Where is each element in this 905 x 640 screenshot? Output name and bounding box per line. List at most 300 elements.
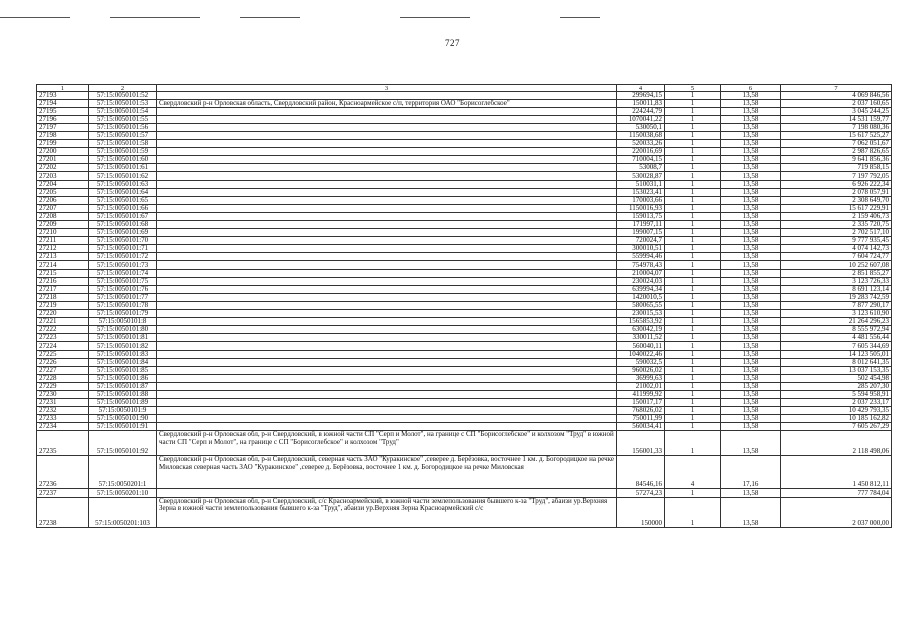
table-row (37, 497, 892, 527)
row-number: 27216 (37, 277, 89, 285)
table-row (37, 123, 892, 131)
rate-cell: 13,58 (721, 269, 781, 277)
count-cell: 1 (665, 107, 721, 115)
address-cell (157, 277, 617, 285)
area-cell: 1070041,22 (617, 115, 665, 123)
address-cell (157, 382, 617, 390)
count-cell: 1 (665, 212, 721, 220)
rate-cell: 13,58 (721, 358, 781, 366)
row-number: 27213 (37, 253, 89, 261)
value-cell: 2 037 233,17 (781, 399, 892, 407)
row-number: 27210 (37, 229, 89, 237)
table-row (37, 407, 892, 415)
table-row (37, 115, 892, 123)
rate-cell: 13,58 (721, 188, 781, 196)
area-cell: 559994,46 (617, 253, 665, 261)
count-cell: 1 (665, 221, 721, 229)
column-header: 1 (37, 85, 89, 92)
value-cell: 8 691 123,14 (781, 285, 892, 293)
table-row (37, 91, 892, 99)
address-cell (157, 310, 617, 318)
area-cell: 84546,16 (617, 456, 665, 489)
address-cell: Свердловский р-н Орловская область, Свердловский район, Красноармейское с/п, территория ОАО "Борисоглебское" (157, 99, 617, 107)
table-row (37, 326, 892, 334)
cadastral-number: 57:15:0050101:76 (89, 285, 157, 293)
cadastral-number: 57:15:0050101:54 (89, 107, 157, 115)
value-cell: 5 594 958,91 (781, 390, 892, 398)
row-number: 27236 (37, 456, 89, 489)
rate-cell: 13,58 (721, 196, 781, 204)
rate-cell: 13,58 (721, 310, 781, 318)
value-cell: 15 617 525,27 (781, 131, 892, 139)
count-cell: 1 (665, 318, 721, 326)
address-cell (157, 285, 617, 293)
rate-cell: 13,58 (721, 164, 781, 172)
rate-cell: 13,58 (721, 115, 781, 123)
value-cell: 7 062 051,67 (781, 140, 892, 148)
area-cell: 560034,41 (617, 423, 665, 431)
area-cell: 150011,83 (617, 99, 665, 107)
rate-cell: 13,58 (721, 382, 781, 390)
cadastral-number: 57:15:0050101:81 (89, 334, 157, 342)
cadastral-number: 57:15:0050101:70 (89, 237, 157, 245)
address-cell (157, 399, 617, 407)
count-cell: 1 (665, 237, 721, 245)
row-number: 27228 (37, 374, 89, 382)
count-cell: 1 (665, 366, 721, 374)
row-number: 27208 (37, 212, 89, 220)
row-number: 27203 (37, 172, 89, 180)
column-header: 3 (157, 85, 617, 92)
address-cell (157, 115, 617, 123)
cadastral-number: 57:15:0050101:71 (89, 245, 157, 253)
row-number: 27199 (37, 140, 89, 148)
value-cell: 14 531 159,77 (781, 115, 892, 123)
row-number: 27223 (37, 334, 89, 342)
cadastral-number: 57:15:0050101:85 (89, 366, 157, 374)
count-cell: 1 (665, 489, 721, 497)
count-cell: 1 (665, 123, 721, 131)
table-row (37, 261, 892, 269)
table-row (37, 366, 892, 374)
count-cell: 1 (665, 358, 721, 366)
address-cell (157, 301, 617, 309)
cadastral-number: 57:15:0050101:90 (89, 415, 157, 423)
value-cell: 2 335 720,75 (781, 221, 892, 229)
table-row (37, 489, 892, 497)
value-cell: 2 308 649,70 (781, 196, 892, 204)
row-number: 27217 (37, 285, 89, 293)
table-row (37, 334, 892, 342)
table-row (37, 164, 892, 172)
column-header: 5 (665, 85, 721, 92)
value-cell: 7 605 267,29 (781, 423, 892, 431)
area-cell: 520033,26 (617, 140, 665, 148)
row-number: 27221 (37, 318, 89, 326)
rate-cell: 13,58 (721, 350, 781, 358)
address-cell (157, 188, 617, 196)
value-cell: 14 123 505,01 (781, 350, 892, 358)
count-cell: 1 (665, 172, 721, 180)
address-cell (157, 229, 617, 237)
value-cell: 2 037 000,00 (781, 497, 892, 527)
area-cell: 710004,15 (617, 156, 665, 164)
area-cell: 150000 (617, 497, 665, 527)
count-cell: 1 (665, 140, 721, 148)
count-cell: 1 (665, 326, 721, 334)
address-cell (157, 107, 617, 115)
row-number: 27234 (37, 423, 89, 431)
row-number: 27230 (37, 390, 89, 398)
table-row (37, 269, 892, 277)
value-cell: 4 069 846,56 (781, 91, 892, 99)
area-cell: 510031,1 (617, 180, 665, 188)
table-row (37, 342, 892, 350)
address-cell (157, 148, 617, 156)
cadastral-number: 57:15:0050101:62 (89, 172, 157, 180)
address-cell (157, 196, 617, 204)
area-cell: 411999,92 (617, 390, 665, 398)
cadastral-number: 57:15:0050101:69 (89, 229, 157, 237)
value-cell: 3 045 244,25 (781, 107, 892, 115)
row-number: 27219 (37, 301, 89, 309)
cadastral-number: 57:15:0050101:83 (89, 350, 157, 358)
value-cell: 10 252 607,08 (781, 261, 892, 269)
row-number: 27200 (37, 148, 89, 156)
table-row (37, 221, 892, 229)
value-cell: 9 641 856,36 (781, 156, 892, 164)
area-cell: 300010,51 (617, 245, 665, 253)
address-cell (157, 318, 617, 326)
rate-cell: 13,58 (721, 107, 781, 115)
area-cell: 754978,43 (617, 261, 665, 269)
address-cell (157, 293, 617, 301)
rate-cell: 13,58 (721, 131, 781, 139)
count-cell: 1 (665, 390, 721, 398)
rate-cell: 13,58 (721, 237, 781, 245)
scan-artifact-line (0, 17, 70, 18)
rate-cell: 13,58 (721, 148, 781, 156)
area-cell: 230015,53 (617, 310, 665, 318)
cadastral-number: 57:15:0050101:82 (89, 342, 157, 350)
rate-cell: 13,58 (721, 212, 781, 220)
area-cell: 36999,63 (617, 374, 665, 382)
cadastral-table (36, 84, 892, 528)
column-header: 4 (617, 85, 665, 92)
count-cell: 1 (665, 115, 721, 123)
address-cell (157, 140, 617, 148)
area-cell: 1565853,92 (617, 318, 665, 326)
rate-cell: 13,58 (721, 180, 781, 188)
address-cell (157, 131, 617, 139)
table-row (37, 285, 892, 293)
table-row (37, 229, 892, 237)
value-cell: 502 454,98 (781, 374, 892, 382)
count-cell: 1 (665, 301, 721, 309)
area-cell: 230024,03 (617, 277, 665, 285)
rate-cell: 13,58 (721, 140, 781, 148)
address-cell (157, 221, 617, 229)
cadastral-number: 57:15:0050101:9 (89, 407, 157, 415)
cadastral-number: 57:15:0050101:56 (89, 123, 157, 131)
table-row (37, 277, 892, 285)
area-cell: 150017,17 (617, 399, 665, 407)
value-cell: 4 074 142,73 (781, 245, 892, 253)
count-cell: 1 (665, 342, 721, 350)
table-row (37, 318, 892, 326)
rate-cell: 17,16 (721, 456, 781, 489)
column-header: 2 (89, 85, 157, 92)
value-cell: 7 877 290,17 (781, 301, 892, 309)
count-cell: 1 (665, 188, 721, 196)
scan-artifact-line (400, 17, 470, 18)
cadastral-number: 57:15:0050101:77 (89, 293, 157, 301)
table-row (37, 390, 892, 398)
address-cell (157, 342, 617, 350)
count-cell: 1 (665, 164, 721, 172)
address-cell (157, 212, 617, 220)
address-cell (157, 91, 617, 99)
count-cell: 1 (665, 131, 721, 139)
table-row (37, 237, 892, 245)
area-cell: 57274,23 (617, 489, 665, 497)
count-cell: 1 (665, 277, 721, 285)
cadastral-number: 57:15:0050101:92 (89, 431, 157, 456)
row-number: 27206 (37, 196, 89, 204)
count-cell: 1 (665, 310, 721, 318)
row-number: 27201 (37, 156, 89, 164)
row-number: 27224 (37, 342, 89, 350)
rate-cell: 13,58 (721, 204, 781, 212)
table-row (37, 131, 892, 139)
rate-cell: 13,58 (721, 318, 781, 326)
scan-artifact-line (560, 17, 600, 18)
area-cell: 580065,55 (617, 301, 665, 309)
area-cell: 156001,33 (617, 431, 665, 456)
value-cell: 2 037 160,65 (781, 99, 892, 107)
table-row (37, 156, 892, 164)
rate-cell: 13,58 (721, 326, 781, 334)
area-cell: 768026,02 (617, 407, 665, 415)
address-cell (157, 245, 617, 253)
value-cell: 8 555 972,94 (781, 326, 892, 334)
row-number: 27193 (37, 91, 89, 99)
area-cell: 639994,34 (617, 285, 665, 293)
count-cell: 1 (665, 374, 721, 382)
rate-cell: 13,58 (721, 285, 781, 293)
address-cell (157, 123, 617, 131)
table-row (37, 212, 892, 220)
table-row (37, 350, 892, 358)
row-number: 27229 (37, 382, 89, 390)
value-cell: 19 283 742,59 (781, 293, 892, 301)
value-cell: 7 197 792,05 (781, 172, 892, 180)
value-cell: 3 123 610,90 (781, 310, 892, 318)
table-row (37, 415, 892, 423)
cadastral-number: 57:15:0050101:60 (89, 156, 157, 164)
count-cell: 1 (665, 156, 721, 164)
row-number: 27194 (37, 99, 89, 107)
rate-cell: 13,58 (721, 407, 781, 415)
cadastral-number: 57:15:0050101:67 (89, 212, 157, 220)
count-cell: 1 (665, 293, 721, 301)
rate-cell: 13,58 (721, 497, 781, 527)
area-cell: 630042,19 (617, 326, 665, 334)
area-cell: 170003,66 (617, 196, 665, 204)
row-number: 27207 (37, 204, 89, 212)
row-number: 27202 (37, 164, 89, 172)
count-cell: 1 (665, 399, 721, 407)
address-cell (157, 350, 617, 358)
area-cell: 530050,1 (617, 123, 665, 131)
area-cell: 199007,15 (617, 229, 665, 237)
address-cell (157, 180, 617, 188)
cadastral-number: 57:15:0050201:10 (89, 489, 157, 497)
rate-cell: 13,58 (721, 245, 781, 253)
rate-cell: 13,58 (721, 342, 781, 350)
count-cell: 1 (665, 253, 721, 261)
cadastral-number: 57:15:0050101:68 (89, 221, 157, 229)
address-cell: Свердловский р-н Орловская обл, р-н Свердловский, северная часть ЗАО "Куракинское" ,северее д. Берёзовка, восточнее 1 км. д. Богородицкое на речке Миловская северная часть ЗАО "Куракинское" ,северее д. Берёзовка, восточнее 1 км. д. Богородицкое на речке Миловская (157, 456, 617, 489)
cadastral-number: 57:15:0050101:66 (89, 204, 157, 212)
table-row (37, 180, 892, 188)
rate-cell: 13,58 (721, 221, 781, 229)
rate-cell: 13,58 (721, 123, 781, 131)
rate-cell: 13,58 (721, 390, 781, 398)
row-number: 27198 (37, 131, 89, 139)
rate-cell: 13,58 (721, 229, 781, 237)
area-cell: 171997,11 (617, 221, 665, 229)
area-cell: 750011,99 (617, 415, 665, 423)
table-row (37, 399, 892, 407)
count-cell: 1 (665, 415, 721, 423)
count-cell: 1 (665, 431, 721, 456)
rate-cell: 13,58 (721, 277, 781, 285)
value-cell: 2 118 498,06 (781, 431, 892, 456)
count-cell: 1 (665, 334, 721, 342)
count-cell: 1 (665, 382, 721, 390)
count-cell: 1 (665, 350, 721, 358)
rate-cell: 13,58 (721, 431, 781, 456)
table-row (37, 374, 892, 382)
area-cell: 210004,07 (617, 269, 665, 277)
address-cell (157, 374, 617, 382)
row-number: 27205 (37, 188, 89, 196)
value-cell: 6 926 222,34 (781, 180, 892, 188)
address-cell (157, 358, 617, 366)
value-cell: 2 987 826,65 (781, 148, 892, 156)
cadastral-number: 57:15:0050101:72 (89, 253, 157, 261)
value-cell: 15 617 229,91 (781, 204, 892, 212)
address-cell (157, 407, 617, 415)
cadastral-number: 57:15:0050101:59 (89, 148, 157, 156)
cadastral-number: 57:15:0050101:52 (89, 91, 157, 99)
value-cell: 1 450 812,11 (781, 456, 892, 489)
area-cell: 153023,41 (617, 188, 665, 196)
cadastral-number: 57:15:0050101:55 (89, 115, 157, 123)
cadastral-number: 57:15:0050101:84 (89, 358, 157, 366)
rate-cell: 13,58 (721, 261, 781, 269)
scan-artifact-line (110, 17, 200, 18)
area-cell: 590032,5 (617, 358, 665, 366)
rate-cell: 13,58 (721, 423, 781, 431)
address-cell (157, 415, 617, 423)
count-cell: 4 (665, 456, 721, 489)
rate-cell: 13,58 (721, 489, 781, 497)
row-number: 27226 (37, 358, 89, 366)
row-number: 27215 (37, 269, 89, 277)
address-cell (157, 366, 617, 374)
area-cell: 530028,87 (617, 172, 665, 180)
value-cell: 7 604 724,77 (781, 253, 892, 261)
address-cell (157, 326, 617, 334)
value-cell: 10 429 793,35 (781, 407, 892, 415)
column-header: 6 (721, 85, 781, 92)
area-cell: 1420010,5 (617, 293, 665, 301)
row-number: 27225 (37, 350, 89, 358)
row-number: 27212 (37, 245, 89, 253)
count-cell: 1 (665, 148, 721, 156)
address-cell (157, 334, 617, 342)
row-number: 27204 (37, 180, 89, 188)
count-cell: 1 (665, 261, 721, 269)
count-cell: 1 (665, 180, 721, 188)
value-cell: 2 159 406,73 (781, 212, 892, 220)
row-number: 27209 (37, 221, 89, 229)
cadastral-number: 57:15:0050101:57 (89, 131, 157, 139)
count-cell: 1 (665, 99, 721, 107)
area-cell: 960026,02 (617, 366, 665, 374)
address-cell (157, 164, 617, 172)
area-cell: 1040022,46 (617, 350, 665, 358)
value-cell: 7 198 080,36 (781, 123, 892, 131)
value-cell: 9 777 935,45 (781, 237, 892, 245)
cadastral-number: 57:15:0050201:103 (89, 497, 157, 527)
value-cell: 2 078 057,91 (781, 188, 892, 196)
count-cell: 1 (665, 245, 721, 253)
rate-cell: 13,58 (721, 301, 781, 309)
row-number: 27231 (37, 399, 89, 407)
count-cell: 1 (665, 229, 721, 237)
area-cell: 560040,11 (617, 342, 665, 350)
rate-cell: 13,58 (721, 415, 781, 423)
area-cell: 21002,01 (617, 382, 665, 390)
value-cell: 8 012 641,35 (781, 358, 892, 366)
cadastral-number: 57:15:0050101:53 (89, 99, 157, 107)
value-cell: 10 185 162,82 (781, 415, 892, 423)
address-cell (157, 253, 617, 261)
table-row (37, 196, 892, 204)
cadastral-number: 57:15:0050101:74 (89, 269, 157, 277)
page-number: 727 (445, 38, 460, 48)
value-cell: 777 784,04 (781, 489, 892, 497)
row-number: 27214 (37, 261, 89, 269)
table-row (37, 310, 892, 318)
area-cell: 220016,69 (617, 148, 665, 156)
table-body (37, 85, 892, 528)
value-cell: 21 264 296,23 (781, 318, 892, 326)
cadastral-number: 57:15:0050101:65 (89, 196, 157, 204)
table-row (37, 172, 892, 180)
area-cell: 159013,75 (617, 212, 665, 220)
table-row (37, 456, 892, 489)
area-cell: 330011,52 (617, 334, 665, 342)
table-row (37, 148, 892, 156)
cadastral-number: 57:15:0050101:73 (89, 261, 157, 269)
row-number: 27238 (37, 497, 89, 527)
count-cell: 1 (665, 497, 721, 527)
table-row (37, 107, 892, 115)
